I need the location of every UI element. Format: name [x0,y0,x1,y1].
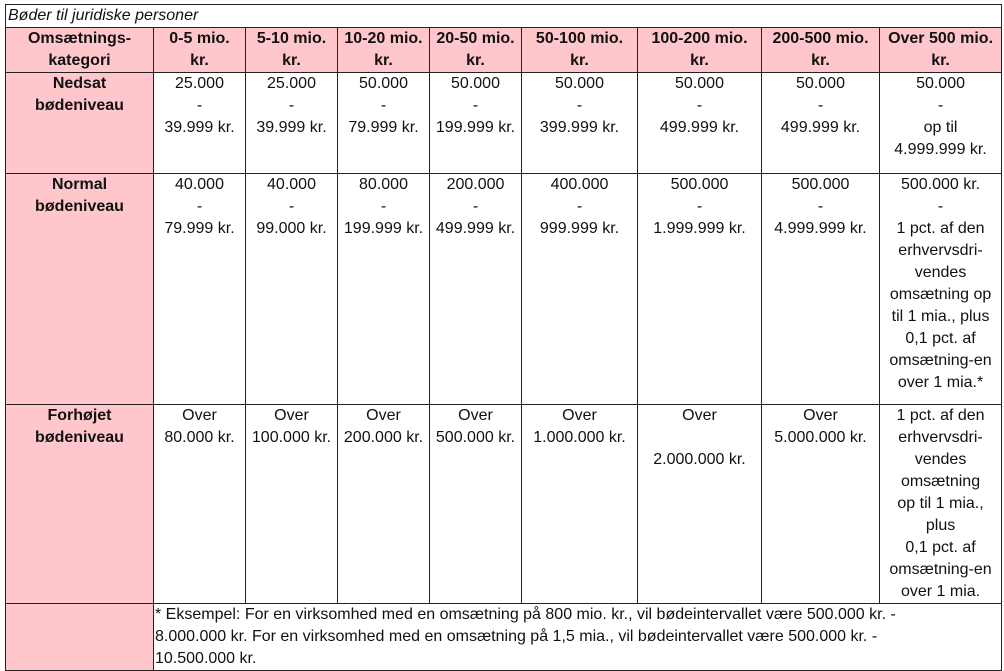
fine-cell [430,405,522,604]
cell-line: Forhøjet [47,407,112,424]
cell-line: - [196,97,203,114]
cell-line: bødeniveau [35,198,124,215]
cell-line: Over [682,407,717,424]
fine-cell [246,174,338,405]
cell-line: 4.999.999 kr. [894,141,987,158]
cell-line: - [472,198,479,215]
cell-line: Nedsat [52,75,107,92]
cell-line: - [576,198,583,215]
cell-line: - [817,198,824,215]
cell-line: 499.999 kr. [780,119,861,136]
cell-line: kr. [811,52,830,69]
row-label [6,73,154,174]
cell-line: plus [925,517,956,534]
cell-line: 50.000 [555,75,604,92]
cell-line: - [937,198,944,215]
fine-cell [638,174,762,405]
cell-line: 79.999 kr. [164,220,235,237]
cell-line: kr. [190,52,209,69]
header-column [430,28,522,73]
cell-line: 25.000 [267,75,316,92]
cell-line: over 1 mia. [900,583,981,600]
table-caption: Bøder til juridiske personer [6,5,1002,28]
cell-line: 50.000 [451,75,500,92]
cell-line: - [380,198,387,215]
cell-line: 1 pct. af den [896,220,985,237]
cell-line: kr. [570,52,589,69]
fines-table [5,4,1002,671]
cell-line: 200-500 mio. [772,30,869,47]
fine-cell [154,174,246,405]
cell-line: 199.999 kr. [343,220,424,237]
cell-line: 2.000.000 kr. [653,451,746,468]
cell-line: 50.000 [675,75,724,92]
cell-line: 5-10 mio. [256,30,327,47]
fine-cell [338,405,430,604]
fine-cell [154,405,246,604]
fines-table-container [5,4,1001,671]
cell-line: 100.000 kr. [251,429,332,446]
cell-line: Over [366,407,401,424]
fine-cell [522,405,638,604]
cell-line: 1.000.000 kr. [533,429,626,446]
cell-line: bødeniveau [35,97,124,114]
cell-line: Over [274,407,309,424]
cell-line: Over [182,407,217,424]
header-column [638,28,762,73]
cell-line: 10-20 mio. [344,30,423,47]
cell-line: 0,1 pct. af [905,539,976,556]
fine-cell [430,174,522,405]
cell-line: 25.000 [175,75,224,92]
fine-cell [522,73,638,174]
row-label [6,405,154,604]
header-column [880,28,1002,73]
cell-line: kr. [282,52,301,69]
cell-line: vendes [914,264,967,281]
caption-row [6,5,1002,28]
cell-line: 399.999 kr. [539,119,620,136]
cell-line: Normal [51,176,108,193]
cell-line: over 1 mia.* [897,374,984,391]
fine-cell [338,174,430,405]
cell-line: 200.000 kr. [343,429,424,446]
fine-cell [154,73,246,174]
fine-cell [880,73,1002,174]
cell-line: erhvervsdri- [898,429,983,446]
cell-line: Omsætnings- [27,30,132,47]
fine-cell [762,73,880,174]
cell-line: 500.000 [670,176,729,193]
footnote [154,604,1002,671]
cell-line: 50.000 [796,75,845,92]
cell-line: 499.999 kr. [659,119,740,136]
cell-line: - [472,97,479,114]
fine-cell [762,174,880,405]
cell-line: op til [923,119,958,136]
table-body [6,5,1002,671]
header-column [762,28,880,73]
cell-line: 5.000.000 kr. [774,429,867,446]
cell-line: erhvervsdri- [898,242,983,259]
cell-line: 400.000 [550,176,609,193]
cell-line: - [937,97,944,114]
cell-line: kr. [374,52,393,69]
cell-line: 79.999 kr. [348,119,419,136]
cell-line: Over [562,407,597,424]
cell-line: Over [803,407,838,424]
cell-line: 99.000 kr. [256,220,327,237]
footnote-row [6,604,1002,671]
cell-line: til 1 mia., plus [891,308,990,325]
cell-line: 50.000 [359,75,408,92]
fine-cell [430,73,522,174]
cell-line: 39.999 kr. [164,119,235,136]
cell-line: 100-200 mio. [651,30,748,47]
cell-line: 50.000 [916,75,965,92]
cell-line: 500.000 kr. [900,176,981,193]
cell-line: - [288,97,295,114]
cell-line: 0-5 mio. [169,30,230,47]
cell-line: 4.999.999 kr. [774,220,867,237]
footnote-spacer [6,604,154,671]
fine-cell [522,174,638,405]
footnote-line: * Eksempel: For en virksomhed med en omsætning på 800 mio. kr., vil bødeintervallet være 500.000 kr. - [155,606,896,623]
cell-line: bødeniveau [35,429,124,446]
header-row [6,28,1002,73]
cell-line: 499.999 kr. [435,220,516,237]
cell-line: 0,1 pct. af [905,330,976,347]
cell-line: kr. [931,52,950,69]
cell-line: omsætning op [889,286,992,303]
fine-level-row [6,73,1002,174]
cell-line: kategori [48,52,111,69]
cell-line: Over [458,407,493,424]
cell-line: - [817,97,824,114]
header-column [246,28,338,73]
cell-line: kr. [690,52,709,69]
cell-line: - [196,198,203,215]
fine-cell [638,405,762,604]
fine-cell [762,405,880,604]
cell-line: - [576,97,583,114]
fine-cell [880,405,1002,604]
cell-line: omsætning [900,473,981,490]
cell-line: Over 500 mio. [888,30,994,47]
cell-line: 80.000 [359,176,408,193]
cell-line: kr. [466,52,485,69]
cell-line: 39.999 kr. [256,119,327,136]
footnote-line: 8.000.000 kr. For en virksomhed med en omsætning på 1,5 mia., vil bødeintervallet være 500.000 kr. - [155,628,878,645]
cell-line: - [380,97,387,114]
cell-line: 50-100 mio. [535,30,624,47]
fine-cell [638,73,762,174]
fine-cell [246,405,338,604]
cell-line: 1 pct. af den [896,407,985,424]
fine-level-row [6,405,1002,604]
header-column [154,28,246,73]
cell-line: 1.999.999 kr. [653,220,746,237]
cell-line: 500.000 kr. [435,429,516,446]
cell-line: 199.999 kr. [435,119,516,136]
footnote-line: 10.500.000 kr. [155,650,257,667]
header-column [338,28,430,73]
cell-line: - [288,198,295,215]
header-column [522,28,638,73]
header-category [6,28,154,73]
cell-line: 40.000 [267,176,316,193]
row-label [6,174,154,405]
cell-line: 80.000 kr. [164,429,235,446]
fine-cell [880,174,1002,405]
cell-line: 999.999 kr. [539,220,620,237]
fine-cell [338,73,430,174]
cell-line: omsætning-en [889,352,992,369]
cell-line: op til 1 mia., [897,495,984,512]
cell-line: 500.000 [791,176,850,193]
cell-line: 40.000 [175,176,224,193]
cell-line: - [696,198,703,215]
cell-line: - [696,97,703,114]
cell-line: 200.000 [446,176,505,193]
fine-level-row [6,174,1002,405]
fine-cell [246,73,338,174]
cell-line: omsætning-en [889,561,992,578]
cell-line: vendes [914,451,967,468]
cell-line: 20-50 mio. [436,30,515,47]
cell-line [638,427,761,449]
